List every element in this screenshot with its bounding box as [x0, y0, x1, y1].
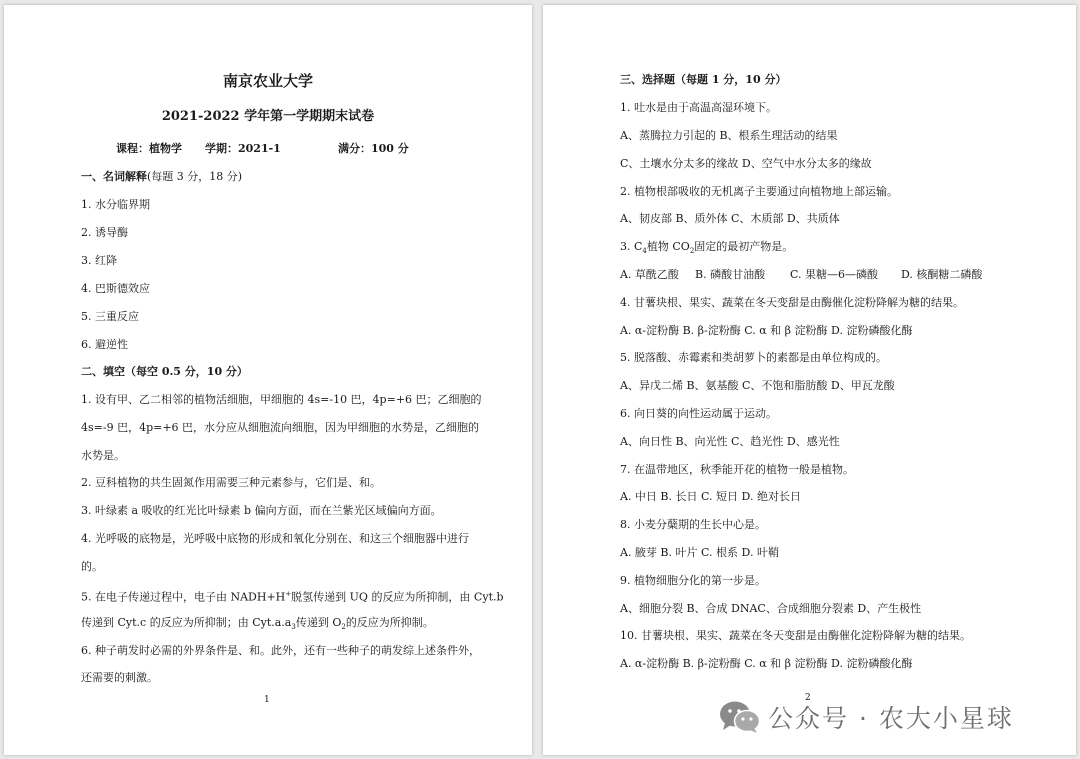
- fill-question-6-line-1: 6. 种子萌发时必需的外界条件是、和。此外，还有一些种子的萌发综上述条件外，: [81, 644, 480, 657]
- course-label: 课程：植物学: [116, 142, 182, 155]
- choice-question-4: 4. 甘薯块根、果实、蔬菜在冬天变甜是由酶催化淀粉降解为糖的结果。: [620, 296, 964, 309]
- choice-options-6: A、向日性 B、向光性 C、趋光性 D、感光性: [620, 435, 840, 448]
- choice-options-2: A、韧皮部 B、质外体 C、木质部 D、共质体: [620, 212, 840, 225]
- choice-question-2: 2. 植物根部吸收的无机离子主要通过向植物地上部运输。: [620, 185, 898, 198]
- choice-options-1a: A、蒸腾拉力引起的 B、根系生理活动的结果: [620, 129, 838, 142]
- choice-options-9: A、细胞分裂 B、合成 DNAC、合成细胞分裂素 D、产生极性: [620, 602, 922, 615]
- choice-option-3a: A. 草酰乙酸: [620, 268, 679, 281]
- fill-question-1-line-2: 4s=-9 巴，4p=+6 巴，水分应从细胞流向细胞，因为甲细胞的水势是，乙细胞的: [81, 421, 480, 434]
- choice-option-3b: B. 磷酸甘油酸: [695, 268, 766, 281]
- choice-options-8: A. 腋芽 B. 叶片 C. 根系 D. 叶鞘: [620, 546, 779, 559]
- choice-question-5: 5. 脱落酸、赤霉素和类胡萝卜的素都是由单位构成的。: [620, 351, 887, 364]
- fill-question-4-line-1: 4. 光呼吸的底物是，光呼吸中底物的形成和氧化分别在、和这三个细胞器中进行: [81, 532, 469, 545]
- section-1-title: 一、名词解释: [81, 170, 147, 183]
- university-title: 南京农业大学: [222, 72, 313, 90]
- section-1-points: (每题 3 分，18 分): [147, 170, 243, 183]
- fill-question-1-line-1: 1. 设有甲、乙二相邻的植物活细胞，甲细胞的 4s=-10 巴，4p=+6 巴；乙细胞的: [81, 393, 482, 406]
- fill-question-1-line-3: 水势是。: [81, 449, 125, 462]
- term-item: 1. 水分临界期: [81, 198, 150, 211]
- term-item: 6. 避逆性: [81, 338, 128, 351]
- choice-question-10: 10. 甘薯块根、果实、蔬菜在冬天变甜是由酶催化淀粉降解为糖的结果。: [620, 629, 971, 642]
- section-1-heading: [81, 170, 242, 183]
- section-3-title: 三、选择题（每题 1 分，10 分）: [620, 73, 787, 86]
- exam-title: 2021-2022 学年第一学期期末试卷: [161, 109, 375, 124]
- choice-options-7: A. 中日 B. 长日 C. 短日 D. 绝对长日: [620, 490, 801, 503]
- watermark-text: 公众号 · 农大小星球: [768, 704, 1014, 733]
- choice-options-4: A. α-淀粉酶 B. β-淀粉酶 C. α 和 β 淀粉酶 D. 淀粉磷酸化酶: [620, 324, 913, 337]
- choice-question-9: 9. 植物细胞分化的第一步是。: [620, 574, 766, 587]
- choice-options-5: A、异戊二烯 B、氨基酸 C、不饱和脂肪酸 D、甲瓦龙酸: [620, 379, 895, 392]
- page-number: 2: [805, 693, 811, 703]
- choice-options-10: A. α-淀粉酶 B. β-淀粉酶 C. α 和 β 淀粉酶 D. 淀粉磷酸化酶: [620, 657, 913, 670]
- term-label: 学期：2021-1: [205, 142, 281, 155]
- document-page-1: [4, 5, 532, 755]
- fill-question-2: 2. 豆科植物的共生固氮作用需要三种元素参与，它们是、和。: [81, 476, 381, 489]
- watermark: [718, 694, 1058, 740]
- term-item: 4. 巴斯德效应: [81, 282, 150, 295]
- choice-option-3c: C. 果糖—6—磷酸: [790, 268, 879, 281]
- choice-question-8: 8. 小麦分蘖期的生长中心是。: [620, 518, 766, 531]
- choice-question-6: 6. 向日葵的向性运动属于运动。: [620, 407, 777, 420]
- term-item: 3. 红降: [81, 254, 117, 267]
- score-label: 满分：100 分: [338, 142, 409, 155]
- fill-question-5-line-1: 5. 在电子传递过程中，电子由 NADH+H+脱氢传递到 UQ 的反应为所抑制，由 Cyt.b: [81, 590, 504, 604]
- document-page-2: [543, 5, 1076, 755]
- choice-options-1b: C、土壤水分太多的缘故 D、空气中水分太多的缘故: [620, 157, 872, 170]
- choice-question-7: 7. 在温带地区，秋季能开花的植物一般是植物。: [620, 463, 854, 476]
- term-item: 5. 三重反应: [81, 310, 139, 323]
- fill-question-5-line-2: 传递到 Cyt.c 的反应为所抑制；由 $Cyt.a.a_3$传递到 $O_2$的反应为所抑制。: [81, 616, 434, 632]
- fill-question-6-line-2: 还需要的刺激。: [81, 671, 158, 684]
- fill-question-3: 3. 叶绿素 a 吸收的红光比叶绿素 b 偏向方面，而在兰紫光区域偏向方面。: [81, 504, 442, 517]
- term-item: 2. 诱导酶: [81, 226, 128, 239]
- choice-option-3d: D. 核酮糖二磷酸: [901, 268, 983, 281]
- choice-question-3: 3. $C_4$植物 $CO_2$固定的最初产物是。: [620, 240, 794, 256]
- section-2-title: 二、填空（每空 0.5 分，10 分）: [81, 365, 248, 378]
- wechat-icon: [718, 699, 762, 735]
- choice-question-1: 1. 吐水是由于高温高湿环境下。: [620, 101, 777, 114]
- page-number: 1: [264, 695, 270, 705]
- fill-question-4-line-2: 的。: [81, 560, 103, 573]
